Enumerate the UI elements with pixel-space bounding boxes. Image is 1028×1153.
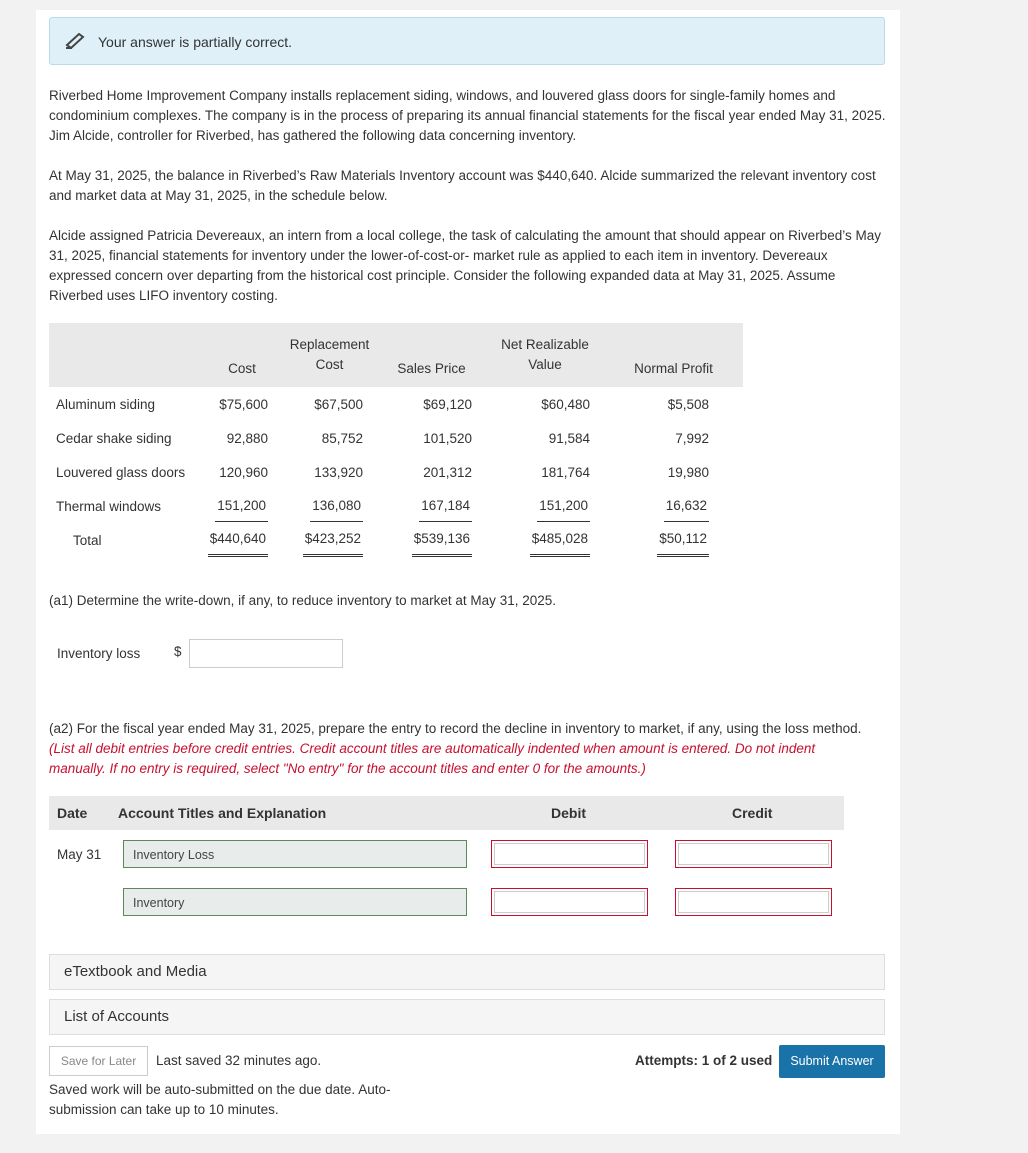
list-of-accounts-link[interactable]: List of Accounts xyxy=(49,999,885,1035)
credit-input-1[interactable] xyxy=(675,840,832,868)
debit-input-2[interactable] xyxy=(491,888,648,916)
save-for-later-button[interactable]: Save for Later xyxy=(49,1046,148,1076)
etextbook-link[interactable]: eTextbook and Media xyxy=(49,954,885,990)
inventory-loss-label: Inventory loss xyxy=(57,646,141,661)
table-total-row: Total $440,640 $423,252 $539,136 $485,028 $50,112 xyxy=(49,523,743,557)
debit-input-1[interactable] xyxy=(491,840,648,868)
header-nrv: Net Realizable Value xyxy=(486,323,604,387)
credit-input-2[interactable] xyxy=(675,888,832,916)
question-a1: (a1) Determine the write-down, if any, to reduce inventory to market at May 31, 2025. xyxy=(49,593,556,608)
feedback-message: Your answer is partially correct. xyxy=(98,34,293,50)
header-debit: Debit xyxy=(551,805,586,821)
inventory-loss-input[interactable] xyxy=(189,639,343,668)
header-sales-price: Sales Price xyxy=(377,323,486,387)
header-normal-profit: Normal Profit xyxy=(604,323,743,387)
attempts-counter: Attempts: 1 of 2 used xyxy=(635,1053,773,1068)
feedback-banner xyxy=(49,17,885,65)
entry-date: May 31 xyxy=(57,847,102,862)
table-row: Aluminum siding $75,600 $67,500 $69,120 $60,480 $5,508 xyxy=(56,396,709,412)
header-account-titles: Account Titles and Explanation xyxy=(118,805,327,821)
submit-answer-button[interactable]: Submit Answer xyxy=(779,1045,885,1078)
last-saved-text: Last saved 32 minutes ago. xyxy=(156,1053,322,1068)
intro-paragraph: Riverbed Home Improvement Company installs replacement siding, windows, and louvered glass doors for single-family homes and condominium complexes. The company is in the process of preparing its annual financial statements for the fiscal year ended May 31, 2025. Jim Alcide, controller for Riverbed, has gathered the following data concerning inventory. xyxy=(49,88,886,143)
table-row: Thermal windows 151,200 136,080 167,184 151,200 16,632 xyxy=(49,489,743,523)
inventory-table xyxy=(49,323,743,557)
instructions-text: (List all debit entries before credit entries. Credit account titles are automatically indented when amount is entered. Do not indent manually. If no entry is required, select "No entry" for the account titles and enter 0 for the amounts.) xyxy=(49,741,816,776)
table-header-row xyxy=(49,323,743,387)
pencil-icon xyxy=(64,31,86,49)
table-row: Cedar shake siding 92,880 85,752 101,520 91,584 7,992 xyxy=(56,430,709,446)
account-select-2[interactable]: Inventory xyxy=(123,888,467,916)
header-credit: Credit xyxy=(732,805,773,821)
currency-symbol: $ xyxy=(174,644,182,659)
table-row: Louvered glass doors 120,960 133,920 201,312 181,764 19,980 xyxy=(56,464,709,480)
balance-paragraph: At May 31, 2025, the balance in Riverbed’s Raw Materials Inventory account was $440,640. Alcide summarized the relevant inventory cost and market data at May 31, 2025, in the schedule below. xyxy=(49,168,876,203)
header-cost: Cost xyxy=(202,323,282,387)
account-select-1[interactable]: Inventory Loss xyxy=(123,840,467,868)
auto-submit-note: Saved work will be auto-submitted on the due date. Auto-submission can take up to 10 minutes. xyxy=(49,1082,391,1117)
assignment-paragraph: Alcide assigned Patricia Devereaux, an intern from a local college, the task of calculating the amount that should appear on Riverbed’s May 31, 2025, financial statements for inventory under the lower-of-cost-or- market rule as applied to each item in inventory. Devereaux expressed concern over departing from the historical cost principle. Consider the following expanded data at May 31, 2025. Assume Riverbed uses LIFO inventory costing. xyxy=(49,228,881,303)
header-replacement-cost: Replacement Cost xyxy=(282,323,377,387)
header-date: Date xyxy=(57,805,88,821)
question-a2: (a2) For the fiscal year ended May 31, 2025, prepare the entry to record the decline in inventory to market, if any, using the loss method. (List all debit entries before credit entries. Credit account titles are automatically indented when amount is entered. Do not indent manually. If no entry is required, select "No entry" for the account titles and enter 0 for the amounts.) xyxy=(49,721,862,776)
journal-header xyxy=(49,796,844,830)
